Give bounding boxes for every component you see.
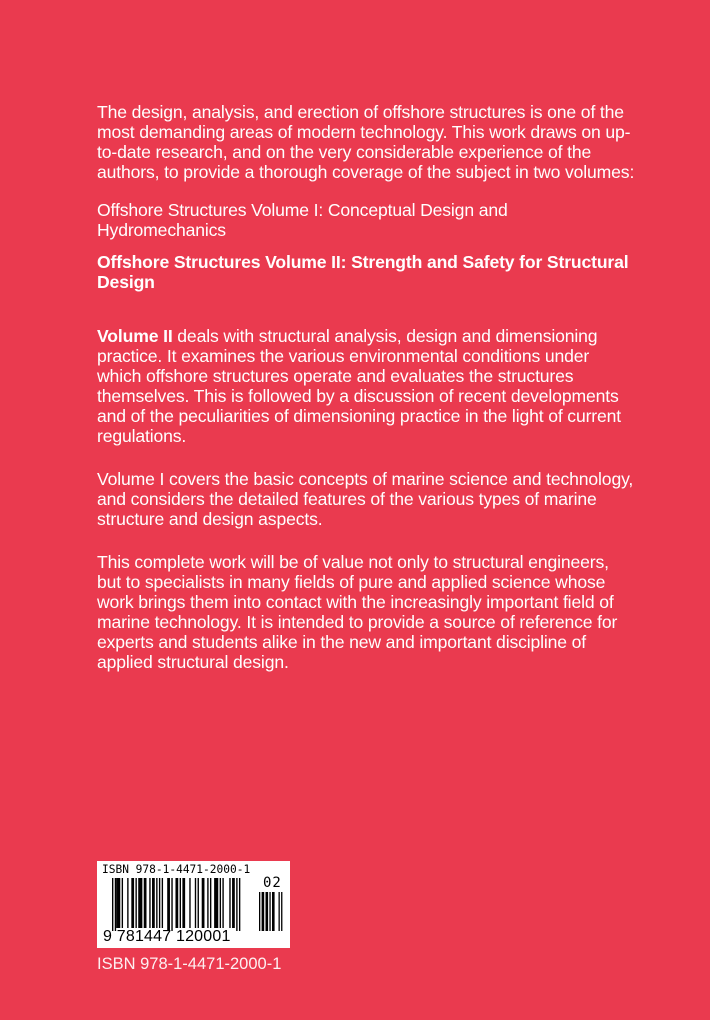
barcode-bar xyxy=(115,878,116,931)
closing-paragraph: This complete work will be of value not only to structural engineers, but to specialists in many fields of pure and applied science whose work brings them into contact with the increasingly important field of marine technology. It is intended to provide a source of reference for experts and students alike in the new and important discipline of applied structural design. xyxy=(97,552,618,672)
barcode-bar xyxy=(202,878,205,928)
barcode-bar xyxy=(135,878,136,928)
barcode-bar xyxy=(138,878,142,928)
barcode-bar xyxy=(159,878,160,928)
barcode-bar xyxy=(127,878,128,928)
volume1-paragraph: Volume I covers the basic concepts of marine science and technology, and considers the detailed features of the various types of marine structure and design aspects. xyxy=(97,469,634,529)
volume2-lead: Volume II xyxy=(97,326,173,346)
blurb xyxy=(97,102,637,672)
barcode-bar xyxy=(149,878,150,928)
barcode-bar xyxy=(131,878,134,928)
barcode-bar xyxy=(195,878,196,928)
barcode-bar xyxy=(220,878,221,928)
barcode-bar xyxy=(122,878,123,928)
barcode-isbn-label: ISBN 978-1-4471-2000-1 xyxy=(102,863,251,876)
barcode-bar xyxy=(175,878,178,928)
barcode-bar xyxy=(144,878,147,928)
barcode-bar xyxy=(162,878,163,928)
barcode xyxy=(97,861,290,948)
barcode-bar xyxy=(281,892,282,931)
barcode-bar xyxy=(171,878,172,931)
barcode-digits: 9 781447 120001 xyxy=(103,928,231,945)
volume2-paragraph xyxy=(97,326,637,446)
barcode-bar xyxy=(239,878,240,931)
barcode-bar xyxy=(214,878,218,928)
barcode-addon-digits: 02 xyxy=(263,875,282,891)
barcode-bar xyxy=(116,878,117,928)
intro-paragraph: The design, analysis, and erection of offshore structures is one of the most demanding areas of modern technology. This work draws on up-to-date research, and on the very considerable experience of the authors, to provide a thorough coverage of the subject in two volumes: xyxy=(97,102,635,182)
barcode-bar xyxy=(232,878,235,928)
barcode-bar xyxy=(279,892,280,931)
barcode-bar xyxy=(266,892,269,931)
barcode-bar xyxy=(167,878,170,931)
barcode-bar xyxy=(156,878,157,928)
barcode-bar xyxy=(112,878,113,931)
barcode-bar xyxy=(189,878,190,928)
barcode-bar xyxy=(152,878,155,928)
barcode-bar xyxy=(180,878,181,928)
barcode-bar xyxy=(229,878,230,928)
barcode-bar xyxy=(198,878,199,928)
barcode-bar xyxy=(222,878,223,928)
volume2-text: deals with structural analysis, design and dimensioning practice. It examines the various environmental conditions under which offshore structures operate and evaluates the structures themselves. This is followed by a discussion of recent developments and of the peculiarities of dimensioning practice in the light of current regulations. xyxy=(97,326,622,446)
volume1-title: Offshore Structures Volume I: Conceptual Design and Hydromechanics xyxy=(97,200,508,240)
barcode-bar xyxy=(262,892,265,931)
isbn-footer: ISBN 978-1-4471-2000-1 xyxy=(97,955,282,973)
barcode-bar xyxy=(259,892,260,931)
barcode-bar xyxy=(118,878,121,928)
volume2-title: Offshore Structures Volume II: Strength and Safety for Structural Design xyxy=(97,252,629,292)
barcode-bar xyxy=(210,878,211,928)
barcode-bar xyxy=(236,878,237,931)
barcode-bar xyxy=(272,892,275,931)
barcode-bar xyxy=(269,892,270,931)
barcode-bar xyxy=(207,878,208,928)
barcode-bar xyxy=(182,878,185,928)
